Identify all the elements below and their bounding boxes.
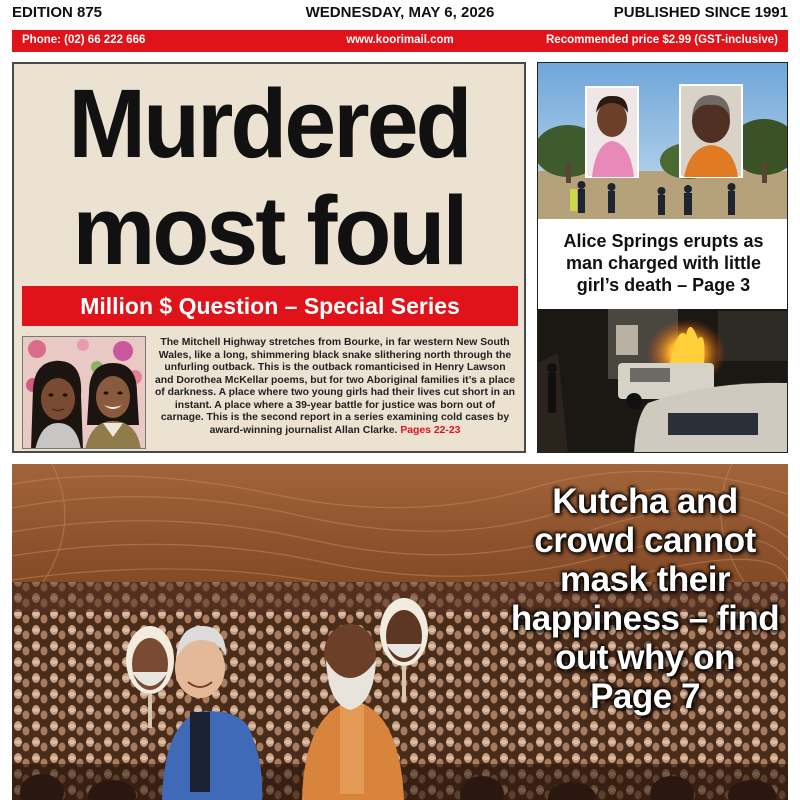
- issue-date: WEDNESDAY, MAY 6, 2026: [305, 4, 495, 21]
- phone-number: Phone: (02) 66 222 666: [22, 34, 146, 46]
- published-since: PUBLISHED SINCE 1991: [613, 4, 788, 21]
- series-banner: Million $ Question – Special Series: [22, 286, 518, 326]
- headline-line-1: Murdered: [68, 69, 470, 178]
- info-bar: [12, 30, 788, 52]
- website-link[interactable]: www.koorimail.com: [346, 34, 454, 46]
- feature-caption: Kutcha and crowd cannot mask their happiness – find out why on Page 7: [510, 482, 780, 716]
- side-story-caption: Alice Springs erupts as man charged with little girl’s death – Page 3: [546, 223, 781, 305]
- edition-number: EDITION 875: [12, 4, 103, 21]
- two-girls-photo: [23, 337, 146, 449]
- lead-photo-two-girls: [22, 336, 146, 449]
- lead-story[interactable]: [12, 62, 526, 453]
- recommended-price: Recommended price $2.99 (GST-inclusive): [546, 34, 778, 46]
- feature-story[interactable]: [12, 464, 788, 800]
- side-story[interactable]: [537, 62, 788, 453]
- lead-pages-link[interactable]: Pages 22-23: [400, 424, 461, 436]
- lead-body: [154, 337, 516, 437]
- masthead: [12, 4, 788, 26]
- lead-headline: [24, 70, 514, 284]
- lead-body-text: The Mitchell Highway stretches from Bourke, in far western New South Wales, like a long, shimmering black snake slithering north through the unfurling outback. This is the outback romanticised in Henry Lawson and Dorothea McKellar poems, but for two Aboriginal families it’s a place of darkness. A place where two young girls had their lives cut short in an instant. A place where a 39-year battle for justice was born out of carnage. This is the second report in a series examining cold cases by award-winning journalist Allan Clarke.: [154, 337, 516, 436]
- headline-line-2: most foul: [72, 176, 466, 285]
